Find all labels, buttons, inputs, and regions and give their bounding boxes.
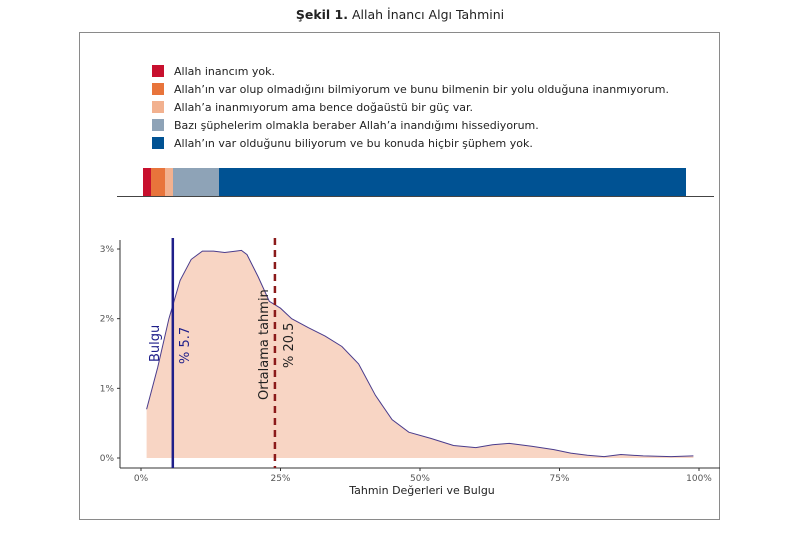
legend-label: Allah’ın var olup olmadığını bilmiyorum ve bunu bilmenin bir yolu olduğuna inanmıyorum. [174,82,669,96]
y-tick-label: 3% [99,245,114,255]
mean-estimate-value-label: % 20.5 [281,322,297,368]
x-axis-title: Tahmin Değerleri ve Bulgu [349,484,495,497]
y-tick-label: 2% [99,314,114,325]
x-ticks [134,468,712,484]
x-tick-label: 100% [686,474,712,484]
y-tick-label: 1% [99,384,114,395]
legend-label: Allah’ın var olduğunu biliyorum ve bu konuda hiçbir şüphem yok. [174,136,533,150]
x-tick-label: 25% [270,474,291,484]
finding-label: Bulgu [147,324,163,362]
figure-caption: Allah İnancı Algı Tahmini [348,7,505,22]
density-area [147,250,694,458]
mean-estimate-label: Ortalama tahmin [256,289,272,400]
x-tick-label: 75% [549,474,570,484]
y-tick-label: 0% [99,454,114,464]
x-tick-label: 50% [409,474,431,484]
legend-label: Bazı şüphelerim olmakla beraber Allah’a inandığımı hissediyorum. [174,118,539,132]
finding-value-label: % 5.7 [177,326,193,364]
x-tick-label: 0% [133,474,149,484]
legend-label: Allah’a inanmıyorum ama bence doğaüstü bir güç var. [174,100,474,114]
figure-number: Şekil 1. [295,7,349,22]
y-ticks [100,245,120,464]
legend-label: Allah inancım yok. [174,64,276,78]
